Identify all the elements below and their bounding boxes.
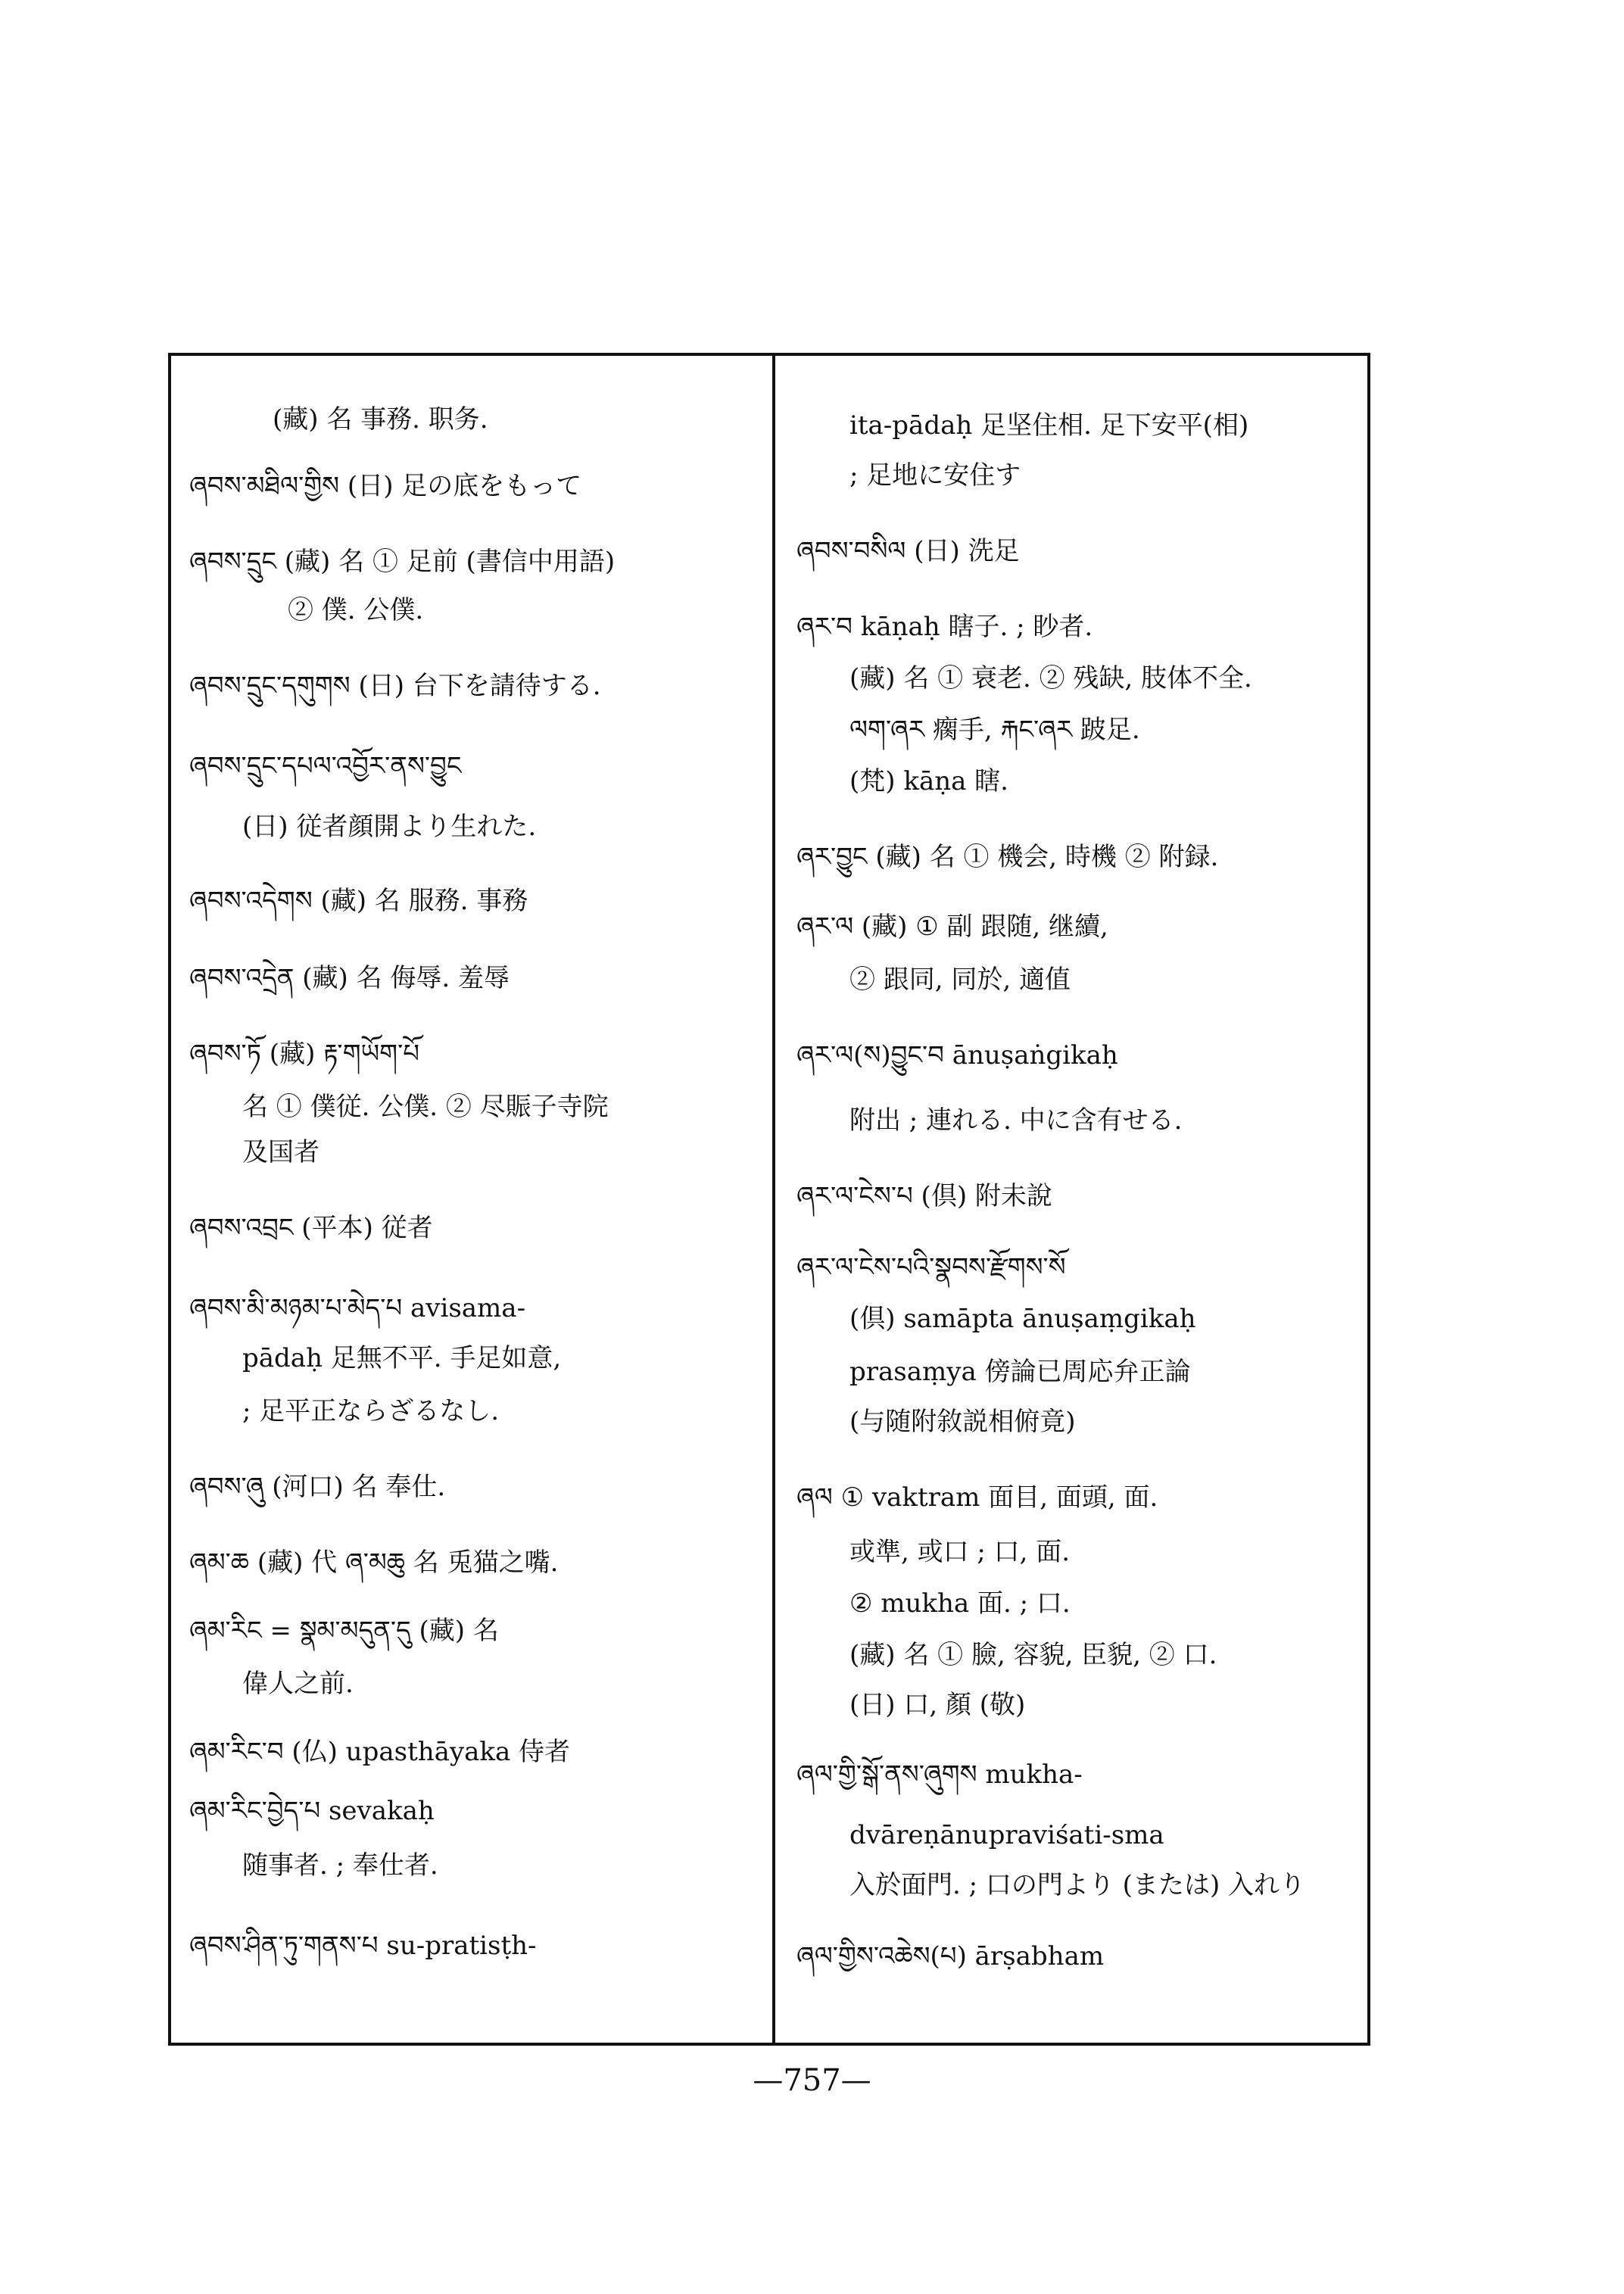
entry-line: ② 跟同, 同於, 適值 bbox=[849, 965, 1071, 995]
entry-line: pādaḥ 足無不平. 手足如意, bbox=[242, 1343, 562, 1373]
entry-line: ཞར་ལ(ས)བྱུང་བ ānuṣaṅgikaḥ bbox=[796, 1040, 1118, 1071]
entry-line: ཞར་ལ་ངེས་པའི་སྣབས་རྫོགས་སོ bbox=[796, 1252, 1066, 1283]
entry-line: 随事者. ; 奉仕者. bbox=[242, 1850, 438, 1881]
entry-line: (倶) samāpta ānuṣaṃgikaḥ bbox=[849, 1304, 1196, 1334]
entry-line: (藏) 名 事務. 职务. bbox=[273, 404, 488, 435]
entry-line: (与随附敘説相俯竟) bbox=[849, 1407, 1076, 1437]
entry-line: ཞམ་རིང་བྱེད་པ sevakaḥ bbox=[189, 1796, 435, 1826]
entry-line: ཞབས་ཞུ (河口) 名 奉仕. bbox=[189, 1472, 446, 1502]
entry-line: ཞབས་ཤིན་ཏུ་གནས་པ su-pratisṭh- bbox=[189, 1931, 537, 1961]
entry-line: 及国者 bbox=[242, 1137, 320, 1167]
entry-line: 偉人之前. bbox=[242, 1669, 354, 1699]
entry-line: 名 ① 僕従. 公僕. ② 尽賑子寺院 bbox=[242, 1092, 609, 1122]
entry-line: ཞར་བྱུང (藏) 名 ① 機会, 時機 ② 附録. bbox=[796, 842, 1219, 872]
entry-line: prasaṃya 傍論已周応弁正論 bbox=[849, 1357, 1191, 1387]
entry-line: ཞམ་རིང་བ (仏) upasthāyaka 侍者 bbox=[189, 1737, 571, 1767]
entry-line: ཞམ་ཆ (藏) 代 ཞ་མཆུ 名 兎猫之嘴. bbox=[189, 1548, 559, 1578]
entry-line: ཞལ་གྱི་སྒོ་ནས་ཞུགས mukha- bbox=[796, 1759, 1083, 1790]
entry-line: ཞལ ① vaktram 面目, 面頭, 面. bbox=[796, 1482, 1158, 1513]
entry-line: ; 足平正ならざるなし. bbox=[242, 1396, 500, 1426]
entry-line: ཞལ་གྱིས་འཆེས(པ) ārṣabham bbox=[796, 1941, 1105, 1971]
entry-line: (藏) 名 ① 臉, 容貌, 臣貌, ② 口. bbox=[849, 1640, 1217, 1670]
entry-line: dvāreṇānupraviśati-sma bbox=[849, 1820, 1164, 1850]
entry-line: ita-pādaḥ 足坚住相. 足下安平(相) bbox=[849, 410, 1249, 441]
entry-line: ཞར་ལ (藏) ① 副 跟随, 继續, bbox=[796, 912, 1108, 942]
entry-line: (日) 口, 顏 (敬) bbox=[849, 1690, 1026, 1720]
entry-line: 附出 ; 連れる. 中に含有せる. bbox=[849, 1105, 1183, 1136]
entry-line: ཞབས་མི་མཉམ་པ་མེད་པ avisama- bbox=[189, 1293, 526, 1323]
entry-line: ཞར་ལ་ངེས་པ (倶) 附未說 bbox=[796, 1181, 1052, 1211]
entry-line: ② 僕. 公僕. bbox=[288, 595, 424, 625]
entry-line: ཞབས་དྲུང་དགུགས (日) 台下を請待する. bbox=[189, 671, 601, 701]
entry-line: (藏) 名 ① 衰老. ② 残缺, 肢体不全. bbox=[849, 663, 1252, 693]
entry-line: (日) 従者顔開より生れた. bbox=[242, 812, 537, 842]
entry-line: ལག་ཞར 瘸手, རྐང་ཞར 跛足. bbox=[849, 715, 1140, 745]
entry-line: 入於面門. ; 口の門より (または) 入れり bbox=[849, 1870, 1306, 1900]
entry-line: ཞབས་མཐིལ་གྱིས (日) 足の底をもって bbox=[189, 471, 582, 501]
entry-line: ཞབས་དྲུང (藏) 名 ① 足前 (書信中用語) bbox=[189, 547, 616, 577]
entry-line: ཞབས་དྲུང་དཔལ་འབྱོར་ནས་བྱུང bbox=[189, 751, 462, 781]
entry-line: (梵) kāṇa 瞎. bbox=[849, 766, 1008, 796]
page-number: —757— bbox=[753, 2063, 871, 2098]
entry-line: ཞར་བ kāṇaḥ 瞎子. ; 眇者. bbox=[796, 612, 1093, 642]
entry-line: ཞབས་ཏོ (藏) རྟ་གཡོག་པོ bbox=[189, 1039, 420, 1069]
column-divider bbox=[772, 353, 775, 2046]
entry-line: ཞབས་འདྲེན (藏) 名 侮辱. 羞辱 bbox=[189, 963, 510, 993]
entry-line: ཞབས་འབྲང (平本) 従者 bbox=[189, 1213, 433, 1243]
entry-line: ཞབས་བསིལ (日) 洗足 bbox=[796, 536, 1020, 566]
entry-line: ཞམ་རིང = སྣམ་མདུན་དུ (藏) 名 bbox=[189, 1616, 499, 1646]
entry-line: ② mukha 面. ; 口. bbox=[849, 1588, 1071, 1619]
entry-line: 或準, 或口 ; 口, 面. bbox=[849, 1537, 1071, 1567]
entry-line: ཞབས་འདེགས (藏) 名 服務. 事務 bbox=[189, 886, 528, 916]
entry-line: ; 足地に安住す bbox=[849, 460, 1021, 491]
